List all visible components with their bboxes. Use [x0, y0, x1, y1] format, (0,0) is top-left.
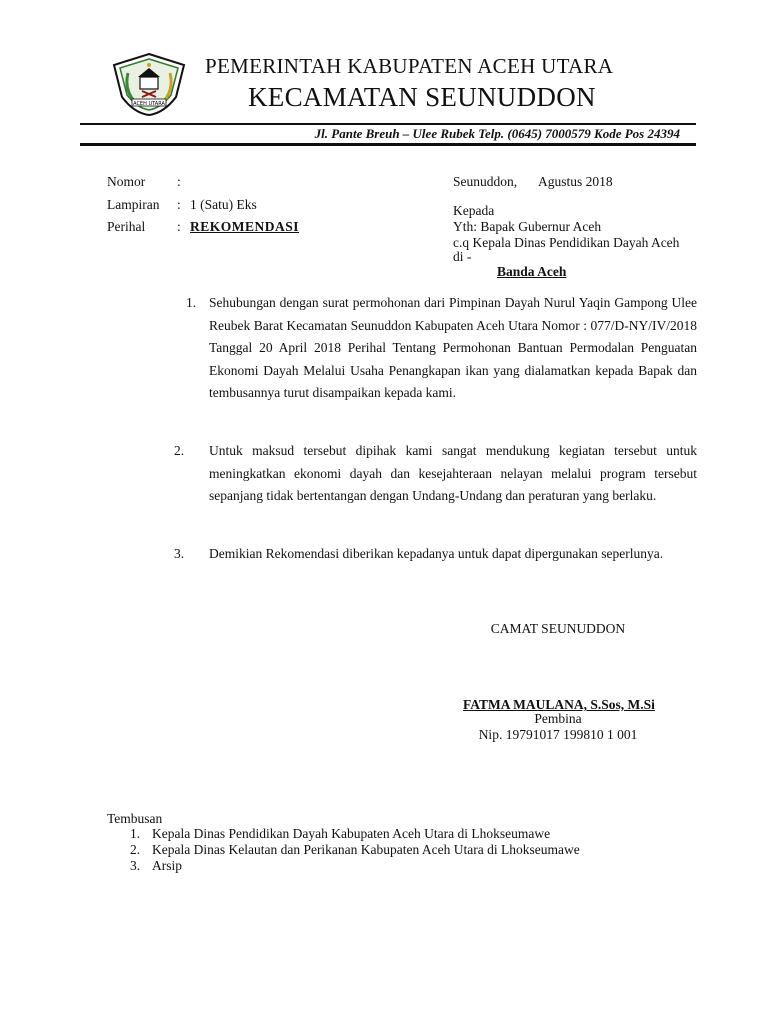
lampiran-value: 1 (Satu) Eks: [190, 197, 257, 212]
signatory-nip: Nip. 19791017 199810 1 001: [478, 727, 638, 742]
date-place: Seunuddon,: [453, 174, 518, 189]
perihal-colon: :: [177, 219, 181, 234]
lampiran-label: Lampiran: [107, 197, 160, 212]
perihal-label: Perihal: [107, 219, 146, 234]
tembusan-item: Arsip: [152, 858, 182, 873]
letterhead-rule-thick: [80, 143, 696, 146]
perihal-value: REKOMENDASI: [190, 219, 300, 234]
lampiran-colon: :: [177, 197, 181, 212]
recipient-city: Banda Aceh: [497, 264, 567, 279]
tembusan-number: 3.: [130, 858, 141, 873]
paragraph-body: Demikian Rekomendasi diberikan kepadanya untuk dapat dipergunakan seperlunya.: [209, 546, 664, 561]
letterhead-district: KECAMATAN SEUNUDDON: [248, 82, 596, 112]
recipient-yth: Yth: Bapak Gubernur Aceh: [453, 219, 602, 234]
recipient-di: di -: [453, 249, 472, 264]
recipient-kepada: Kepada: [453, 203, 495, 218]
signatory-title: CAMAT SEUNUDDON: [490, 621, 626, 636]
signatory-rank: Pembina: [534, 711, 582, 726]
tembusan-item: Kepala Dinas Kelautan dan Perikanan Kabupaten Aceh Utara di Lhokseumawe: [152, 842, 580, 857]
paragraph-body: Untuk maksud tersebut dipihak kami sangat mendukung kegiatan tersebut untuk meningkatkan ekonomi dayah dan kesejahteraan nelayan melalui program tersebut sepanjang tidak bertentangan dengan Undang-Undang dan peraturan yang berlaku.: [209, 443, 697, 503]
letterhead-government: PEMERINTAH KABUPATEN ACEH UTARA: [205, 54, 614, 78]
nomor-colon: :: [177, 174, 181, 189]
tembusan-heading: Tembusan: [107, 811, 163, 826]
emblem-ribbon-text: ACEH UTARA: [133, 101, 165, 107]
paragraph-body: Sehubungan dengan surat permohonan dari Pimpinan Dayah Nurul Yaqin Gampong Ulee Reubek Barat Kecamatan Seunuddon Kabupaten Aceh Utara Nomor : 077/D-NY/IV/2018 Tanggal 20 April 2018 Perihal Tentang Permohonan Bantuan Permodalan Penguatan Ekonomi Dayah Melalui Usaha Penangkapan ikan yang dialamatkan kepada Bapak dan tembusannya turut disampaikan kepada kami.: [209, 295, 697, 400]
regency-emblem-icon: [110, 51, 188, 117]
letterhead-rule-thin: [80, 123, 696, 125]
paragraph-number: 3.: [174, 546, 185, 561]
date-month-year: Agustus 2018: [538, 174, 613, 189]
signatory-name: FATMA MAULANA, S.Sos, M.Si: [463, 697, 655, 712]
tembusan-number: 2.: [130, 842, 141, 857]
nomor-label: Nomor: [107, 174, 146, 189]
paragraph-number: 1.: [186, 295, 197, 310]
recipient-cq: c.q Kepala Dinas Pendidikan Dayah Aceh: [453, 235, 680, 250]
tembusan-number: 1.: [130, 826, 141, 841]
letterhead-address: Jl. Pante Breuh – Ulee Rubek Telp. (0645) 7000579 Kode Pos 24394: [314, 126, 680, 141]
paragraph-number: 2.: [174, 443, 185, 458]
tembusan-item: Kepala Dinas Pendidikan Dayah Kabupaten Aceh Utara di Lhokseumawe: [152, 826, 551, 841]
